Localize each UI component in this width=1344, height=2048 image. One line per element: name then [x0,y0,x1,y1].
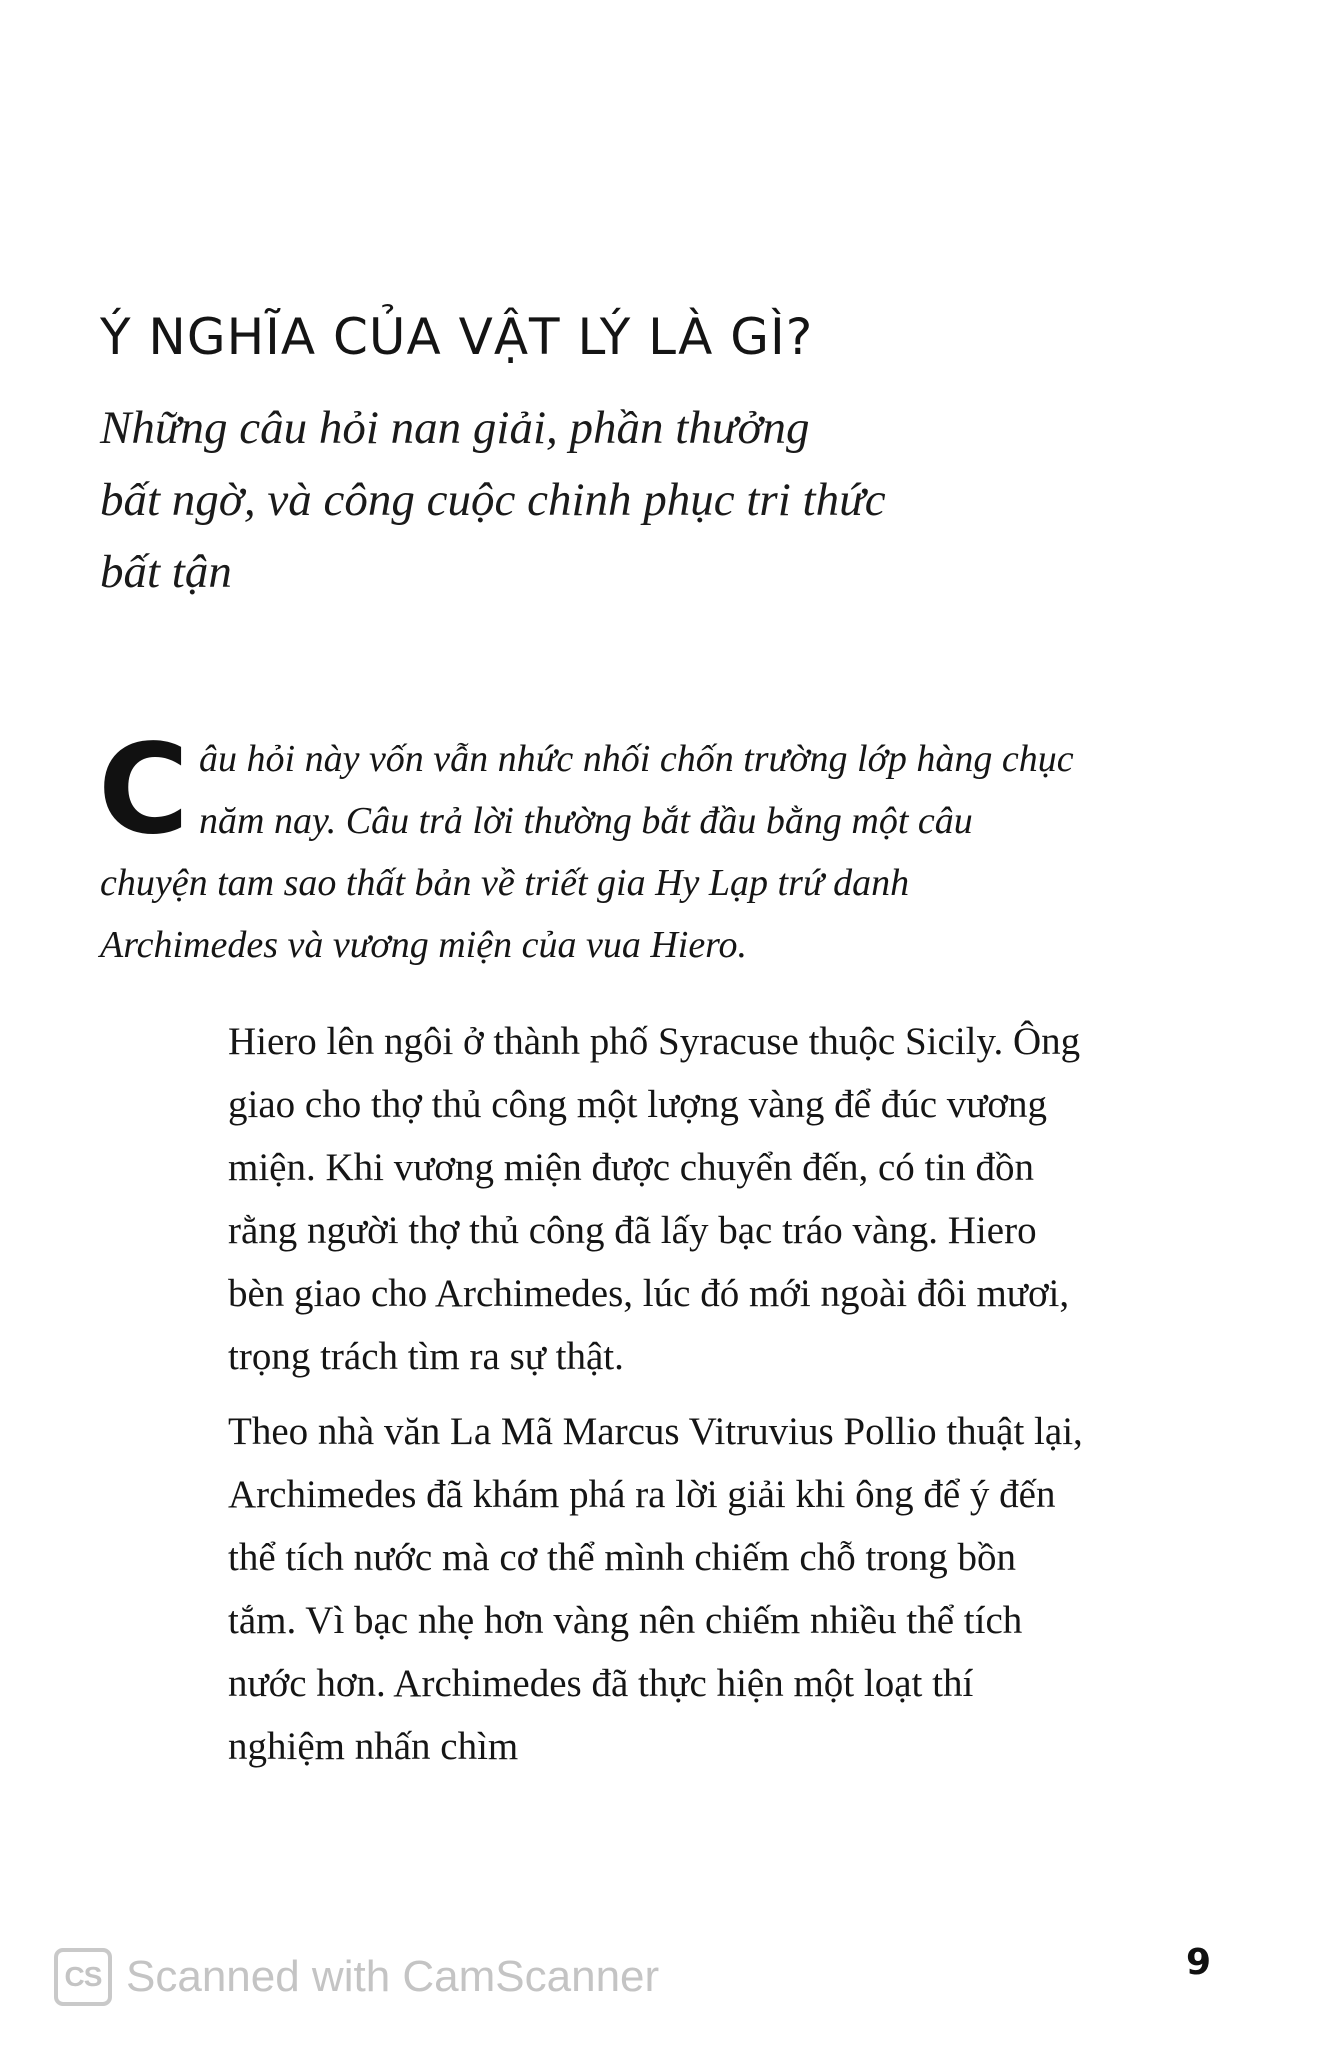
intro-text: âu hỏi này vốn vẫn nhức nhối chốn trường lớp hàng chục năm nay. Câu trả lời thường bắt đầu bằng một câu chuyện tam sao thất bản về triết gia Hy Lạp trứ danh Archimedes và vương miện của vua Hiero. [100,738,1074,966]
page-number: 9 [1186,1942,1212,1983]
body-text [228,1010,1088,1790]
intro-paragraph [98,718,1085,976]
drop-cap: C [98,718,190,862]
body-paragraph: Theo nhà văn La Mã Marcus Vitruvius Pollio thuật lại, Archimedes đã khám phá ra lời giải khi ông để ý đến thể tích nước mà cơ thể mình chiếm chỗ trong bồn tắm. Vì bạc nhẹ hơn vàng nên chiếm nhiều thể tích nước hơn. Archimedes đã thực hiện một loạt thí nghiệm nhấn chìm [228,1410,1083,1768]
chapter-title: Ý NGHĨA CỦA VẬT LÝ LÀ GÌ? [100,308,814,366]
camscanner-watermark [54,1948,659,2006]
chapter-subtitle [100,392,1000,608]
watermark-text: Scanned with CamScanner [126,1952,660,2001]
subtitle-line: Những câu hỏi nan giải, phần thưởng [100,402,810,454]
camscanner-logo-icon: CS [54,1948,112,2006]
subtitle-line: bất tận [100,546,232,598]
subtitle-line: bất ngờ, và công cuộc chinh phục tri thức [100,474,886,526]
body-paragraph: Hiero lên ngôi ở thành phố Syracuse thuộc Sicily. Ông giao cho thợ thủ công một lượng vàng để đúc vương miện. Khi vương miện được chuyển đến, có tin đồn rằng người thợ thủ công đã lấy bạc tráo vàng. Hiero bèn giao cho Archimedes, lúc đó mới ngoài đôi mươi, trọng trách tìm ra sự thật. [228,1020,1081,1378]
